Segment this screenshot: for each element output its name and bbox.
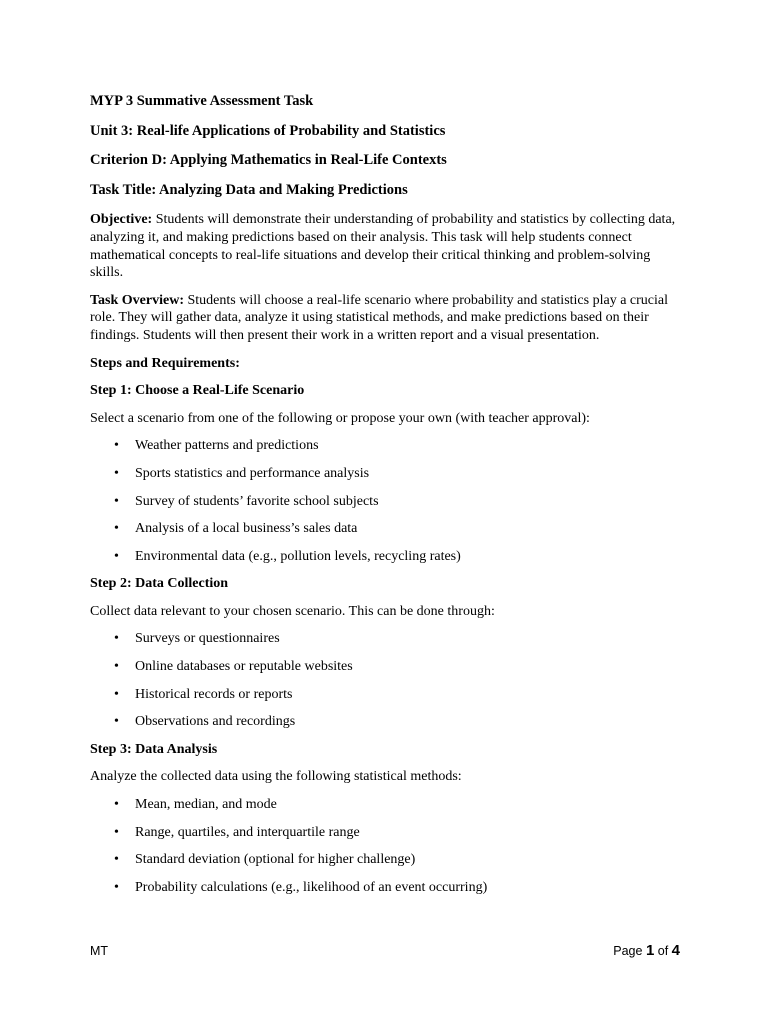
- list-item: [90, 493, 680, 511]
- overview-label: Task Overview:: [90, 292, 184, 308]
- bullet-icon: •: [114, 521, 119, 537]
- steps-heading: Steps and Requirements:: [90, 355, 240, 371]
- bullet-icon: •: [114, 852, 119, 868]
- list-item-text: Weather patterns and predictions: [135, 438, 319, 454]
- bullet-icon: •: [114, 631, 119, 647]
- bullet-icon: •: [114, 493, 119, 509]
- list-item-text: Surveys or questionnaires: [135, 631, 280, 647]
- objective-paragraph: [90, 211, 680, 281]
- list-item-text: Observations and recordings: [135, 714, 296, 730]
- list-item: [90, 548, 680, 566]
- bullet-icon: •: [114, 824, 119, 840]
- step2-title: Step 2: Data Collection: [90, 576, 229, 592]
- list-item: [90, 465, 680, 483]
- total-pages: 4: [671, 942, 680, 959]
- page-number: [613, 942, 680, 960]
- list-item-text: Sports statistics and performance analysis: [135, 465, 370, 481]
- list-item-text: Historical records or reports: [135, 686, 293, 702]
- list-item-text: Mean, median, and mode: [135, 797, 277, 813]
- step2-list: [90, 630, 680, 730]
- footer-initials: MT: [90, 944, 109, 958]
- list-item: [90, 879, 680, 897]
- list-item-text: Environmental data (e.g., pollution levels, recycling rates): [135, 548, 461, 564]
- bullet-icon: •: [114, 438, 119, 454]
- of-word: of: [654, 944, 672, 958]
- bullet-icon: •: [114, 797, 119, 813]
- list-item: [90, 686, 680, 704]
- list-item-text: Standard deviation (optional for higher challenge): [135, 852, 416, 868]
- list-item: [90, 851, 680, 869]
- list-item-text: Online databases or reputable websites: [135, 659, 353, 675]
- bullet-icon: •: [114, 659, 119, 675]
- list-item: [90, 630, 680, 648]
- step3-title: Step 3: Data Analysis: [90, 741, 218, 757]
- step3-list: [90, 796, 680, 896]
- list-item-text: Survey of students’ favorite school subjects: [135, 493, 379, 509]
- list-item: [90, 796, 680, 814]
- bullet-icon: •: [114, 714, 119, 730]
- list-item-text: Analysis of a local business’s sales data: [135, 521, 358, 537]
- step1-title: Step 1: Choose a Real-Life Scenario: [90, 383, 305, 399]
- bullet-icon: •: [114, 465, 119, 481]
- list-item: [90, 658, 680, 676]
- step2-intro: Collect data relevant to your chosen scenario. This can be done through:: [90, 603, 495, 619]
- step3-intro: Analyze the collected data using the following statistical methods:: [90, 769, 462, 785]
- overview-text: Students will choose a real-life scenario where probability and statistics play a crucial role. They will gather data, analyze it using statistical methods, and make predictions based on their findings. Students will then present their work in a written report and a visual presentation.: [90, 292, 668, 343]
- list-item: [90, 713, 680, 731]
- step1-intro: Select a scenario from one of the following or propose your own (with teacher approval):: [90, 410, 590, 426]
- current-page: 1: [645, 942, 655, 959]
- overview-paragraph: [90, 292, 680, 345]
- bullet-icon: •: [114, 548, 119, 564]
- objective-label: Objective:: [90, 212, 153, 228]
- task-title-heading: Task Title: Analyzing Data and Making Predictions: [90, 181, 408, 198]
- step1-list: [90, 437, 680, 565]
- bullet-icon: •: [114, 879, 119, 895]
- list-item: [90, 824, 680, 842]
- list-item-text: Probability calculations (e.g., likelihood of an event occurring): [135, 879, 488, 895]
- list-item: [90, 437, 680, 455]
- document-title: MYP 3 Summative Assessment Task: [90, 93, 314, 109]
- list-item-text: Range, quartiles, and interquartile range: [135, 824, 360, 840]
- criterion-heading: Criterion D: Applying Mathematics in Real-Life Contexts: [90, 152, 447, 169]
- list-item: [90, 520, 680, 538]
- unit-heading: Unit 3: Real-life Applications of Probability and Statistics: [90, 122, 446, 139]
- page-word: Page: [613, 944, 646, 958]
- bullet-icon: •: [114, 686, 119, 702]
- document-page: [90, 93, 680, 906]
- objective-text: Students will demonstrate their understanding of probability and statistics by collecting data, analyzing it, and making predictions based on their analysis. This task will help students connect mathematical concepts to real-life situations and develop their critical thinking and problem-solving skills.: [90, 212, 676, 281]
